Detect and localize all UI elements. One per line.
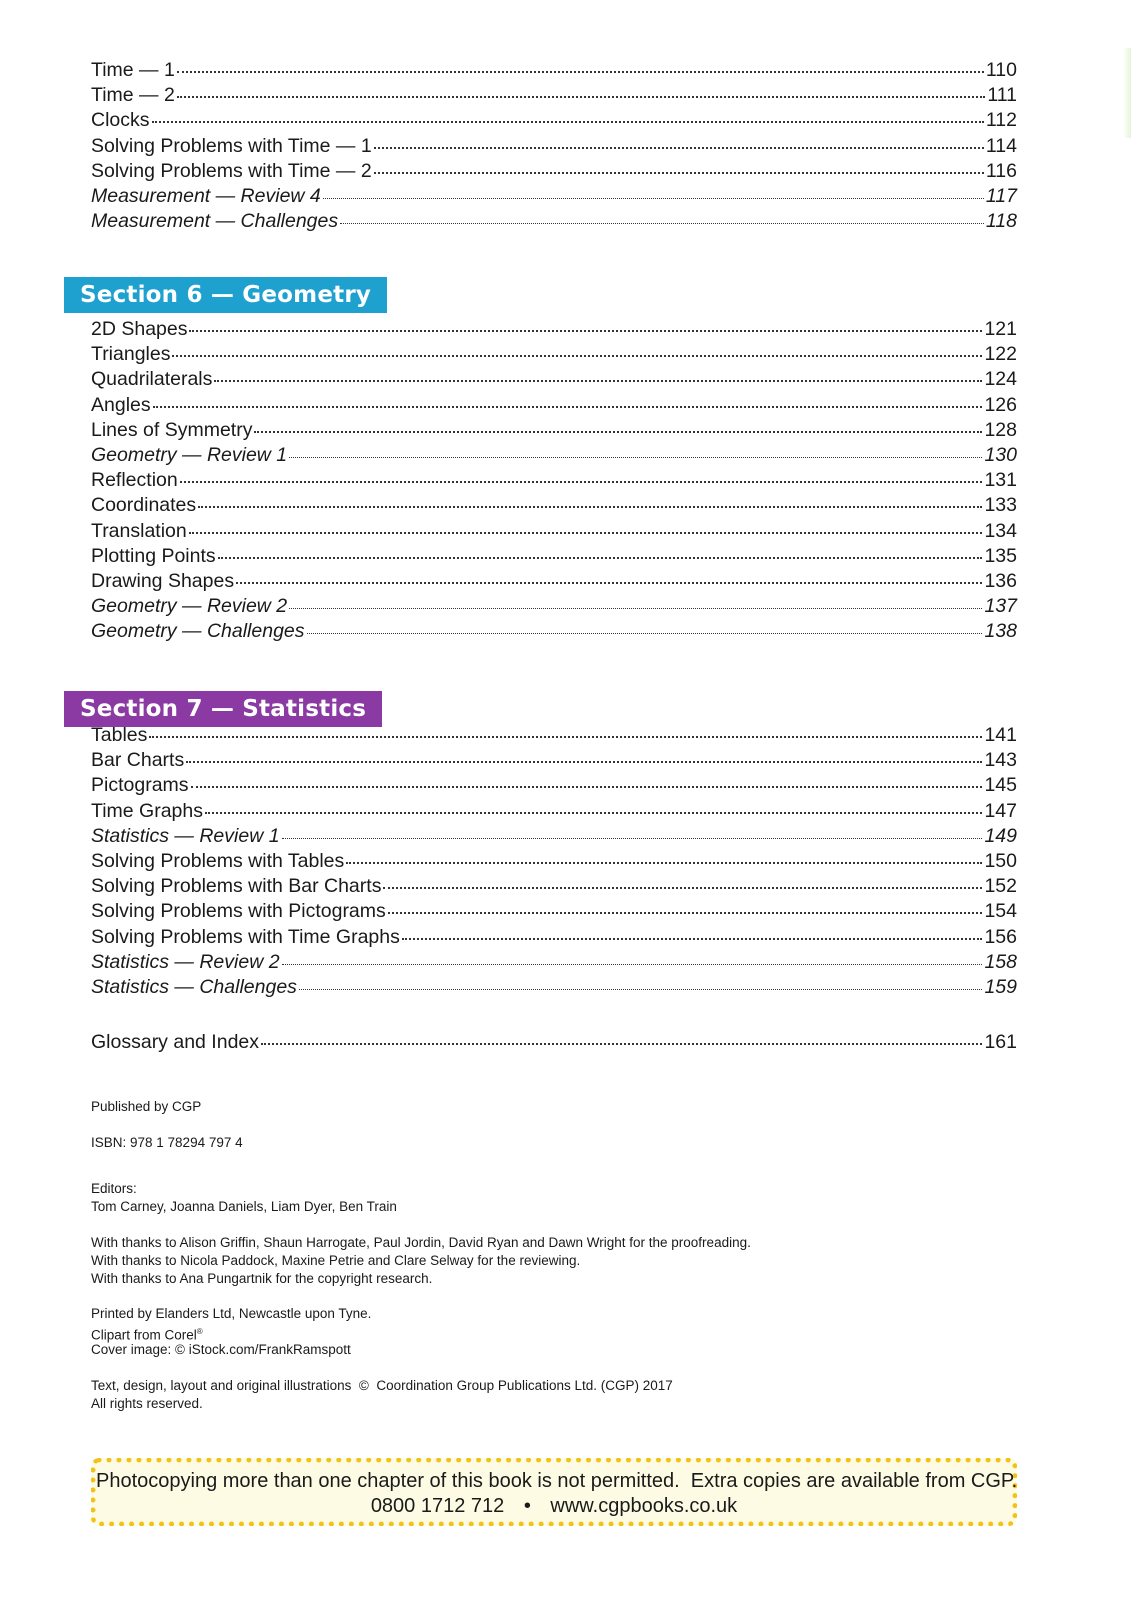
toc-entry[interactable] xyxy=(91,569,1017,594)
toc-entry-title: Statistics — Challenges xyxy=(91,975,297,998)
toc-entry[interactable] xyxy=(91,393,1017,418)
toc-entry[interactable] xyxy=(91,58,1017,83)
dot-leader xyxy=(402,938,983,940)
toc-entry-page: 128 xyxy=(984,418,1017,441)
toc-entry-title: Statistics — Review 2 xyxy=(91,950,280,973)
toc-entry[interactable] xyxy=(91,159,1017,184)
toc-entry-page: 137 xyxy=(984,595,1017,618)
toc-entry[interactable] xyxy=(91,950,1017,975)
dot-leader xyxy=(189,532,983,534)
editors-names: Tom Carney, Joanna Daniels, Liam Dyer, Ben Train xyxy=(91,1199,397,1214)
dot-leader xyxy=(152,121,984,123)
toc-entry-page: 130 xyxy=(984,443,1017,466)
dot-leader xyxy=(282,964,983,965)
toc-entry-title: Solving Problems with Pictograms xyxy=(91,900,386,923)
dot-leader xyxy=(191,786,983,788)
toc-entry[interactable] xyxy=(91,367,1017,392)
toc-entry-title: Lines of Symmetry xyxy=(91,418,253,441)
dot-leader xyxy=(205,812,982,814)
photocopy-notice-box xyxy=(91,1458,1017,1526)
toc-entry-page: 156 xyxy=(984,925,1017,948)
copyright-line: Text, design, layout and original illustrations © Coordination Group Publications Ltd. (CGP) 2017 xyxy=(91,1378,673,1393)
imprint-editors xyxy=(91,1180,397,1216)
dot-leader xyxy=(388,912,983,914)
thanks-copyright: With thanks to Ana Pungartnik for the copyright research. xyxy=(91,1271,433,1286)
toc-entry-page: 145 xyxy=(984,774,1017,797)
dot-leader xyxy=(153,406,983,408)
imprint-thanks xyxy=(91,1234,751,1288)
toc-entry-title: Tables xyxy=(91,724,148,746)
notice-line-1: Photocopying more than one chapter of this book is not permitted. Extra copies are available from CGP. xyxy=(96,1470,1018,1492)
dot-leader xyxy=(218,557,983,559)
dot-leader xyxy=(214,380,982,382)
clipart-credit xyxy=(91,1323,371,1341)
dot-leader xyxy=(383,887,982,889)
toc-entry-title: Geometry — Review 1 xyxy=(91,443,288,466)
toc-entry[interactable] xyxy=(91,134,1017,159)
toc-entry[interactable] xyxy=(91,519,1017,544)
toc-entry-title: Time — 2 xyxy=(91,84,175,107)
dot-leader xyxy=(374,147,984,149)
toc-entry-page: 117 xyxy=(985,184,1017,207)
toc-entry[interactable] xyxy=(91,184,1017,209)
dot-leader xyxy=(180,481,983,483)
toc-entry-page: 159 xyxy=(984,975,1017,998)
toc-entry[interactable] xyxy=(91,748,1017,773)
thanks-reviewing: With thanks to Nicola Paddock, Maxine Petrie and Clare Selway for the reviewing. xyxy=(91,1253,581,1268)
toc-entry-page: 143 xyxy=(984,749,1017,772)
toc-entry-page: 161 xyxy=(984,1031,1017,1053)
toc-entry[interactable] xyxy=(91,544,1017,569)
toc-entry[interactable] xyxy=(91,594,1017,619)
clipart-text: Clipart from Corel xyxy=(91,1327,197,1343)
toc-entry-title: Angles xyxy=(91,393,151,416)
dot-leader xyxy=(307,633,983,634)
toc-entry[interactable] xyxy=(91,108,1017,133)
imprint-copyright xyxy=(91,1377,673,1413)
toc-entry[interactable] xyxy=(91,342,1017,367)
toc-entry-title: Quadrilaterals xyxy=(91,368,213,391)
toc-entry-title: Statistics — Review 1 xyxy=(91,824,280,847)
toc-entry-page: 121 xyxy=(984,318,1017,340)
toc-entry[interactable] xyxy=(91,83,1017,108)
notice-line-2 xyxy=(96,1494,1012,1519)
dot-leader xyxy=(323,198,984,199)
toc-entry-title: Bar Charts xyxy=(91,749,185,772)
toc-entry[interactable] xyxy=(91,874,1017,899)
editors-label: Editors: xyxy=(91,1181,137,1196)
dot-leader xyxy=(289,457,982,458)
toc-entry-page: 112 xyxy=(985,109,1017,132)
toc-entry-title: Time Graphs xyxy=(91,799,203,822)
toc-entry-title: Solving Problems with Bar Charts xyxy=(91,875,382,898)
toc-entry-page: 149 xyxy=(984,824,1017,847)
toc-entry-glossary[interactable] xyxy=(91,1030,1017,1055)
toc-entry-title: Coordinates xyxy=(91,494,197,517)
toc-entry-page: 110 xyxy=(985,59,1017,81)
toc-entry[interactable] xyxy=(91,824,1017,849)
toc-entry[interactable] xyxy=(91,443,1017,468)
toc-entry-title: Time — 1 xyxy=(91,59,175,81)
dot-leader xyxy=(289,608,982,609)
toc-entry-page: 138 xyxy=(984,620,1017,643)
toc-entry-page: 158 xyxy=(984,950,1017,973)
dot-leader xyxy=(236,582,982,584)
page-edge-tab xyxy=(1123,48,1131,138)
dot-leader xyxy=(261,1043,982,1045)
toc-entry[interactable] xyxy=(91,975,1017,1000)
toc-entry-page: 147 xyxy=(984,799,1017,822)
published-by: Published by CGP xyxy=(91,1099,202,1114)
toc-entry-page: 131 xyxy=(984,469,1017,492)
dot-leader xyxy=(177,96,986,98)
toc-entry-title: Reflection xyxy=(91,469,178,492)
toc-entry-title: Solving Problems with Tables xyxy=(91,849,345,872)
toc-entry[interactable] xyxy=(91,773,1017,798)
toc-entry-page: 133 xyxy=(984,494,1017,517)
toc-entry[interactable] xyxy=(91,619,1017,644)
dot-leader xyxy=(186,761,982,763)
dot-leader xyxy=(374,172,984,174)
thanks-proofreading: With thanks to Alison Griffin, Shaun Harrogate, Paul Jordin, David Ryan and Dawn Wright for the proofreading. xyxy=(91,1235,751,1250)
cover-image-credit: Cover image: © iStock.com/FrankRamspott xyxy=(91,1342,351,1357)
dot-leader xyxy=(189,330,982,332)
toc-entry-page: 124 xyxy=(984,368,1017,391)
toc-section-6-geometry xyxy=(91,317,1017,644)
toc-entry-title: Measurement — Challenges xyxy=(91,210,339,233)
toc-entry-title: Clocks xyxy=(91,109,150,132)
toc-entry-title: Triangles xyxy=(91,343,171,366)
printed-by: Printed by Elanders Ltd, Newcastle upon Tyne. xyxy=(91,1306,372,1321)
imprint-isbn xyxy=(91,1134,243,1152)
dot-leader xyxy=(172,355,982,357)
toc-entry-page: 152 xyxy=(984,875,1017,898)
toc-entry-title: Pictograms xyxy=(91,774,189,797)
toc-entry[interactable] xyxy=(91,925,1017,950)
dot-leader xyxy=(282,838,983,839)
toc-entry-page: 135 xyxy=(984,544,1017,567)
toc-entry-title: 2D Shapes xyxy=(91,318,188,340)
toc-entry[interactable] xyxy=(91,799,1017,824)
toc-entry-title: Solving Problems with Time — 2 xyxy=(91,159,372,182)
toc-entry-page: 126 xyxy=(984,393,1017,416)
toc-entry-page: 141 xyxy=(984,724,1017,746)
toc-glossary xyxy=(91,1030,1017,1055)
dot-leader xyxy=(340,223,984,224)
toc-entry-title: Geometry — Review 2 xyxy=(91,595,288,618)
dot-leader xyxy=(177,71,984,73)
toc-entry-page: 122 xyxy=(984,343,1017,366)
dot-leader xyxy=(149,736,982,738)
section-6-heading: Section 6 — Geometry xyxy=(64,277,387,313)
toc-section-7-statistics xyxy=(91,723,1017,1000)
toc-entry[interactable] xyxy=(91,209,1017,234)
toc-entry-page: 154 xyxy=(984,900,1017,923)
toc-entry[interactable] xyxy=(91,317,1017,342)
dot-leader xyxy=(254,431,982,433)
registered-mark: ® xyxy=(196,1327,203,1336)
toc-entry-title: Glossary and Index xyxy=(91,1031,260,1053)
toc-entry-title: Plotting Points xyxy=(91,544,216,567)
bullet-separator: • xyxy=(523,1495,531,1517)
toc-entry[interactable] xyxy=(91,723,1017,748)
toc-entry-title: Measurement — Review 4 xyxy=(91,184,321,207)
dot-leader xyxy=(299,989,983,990)
imprint-printing xyxy=(91,1305,371,1359)
toc-entry-page: 150 xyxy=(984,849,1017,872)
toc-entry[interactable] xyxy=(91,493,1017,518)
toc-entry-title: Solving Problems with Time Graphs xyxy=(91,925,400,948)
toc-entry[interactable] xyxy=(91,468,1017,493)
dot-leader xyxy=(198,506,982,508)
toc-entry-page: 134 xyxy=(984,519,1017,542)
imprint-publisher xyxy=(91,1098,201,1116)
phone-number: 0800 1712 712 xyxy=(370,1495,505,1517)
toc-entry[interactable] xyxy=(91,418,1017,443)
toc-entry-title: Drawing Shapes xyxy=(91,569,235,592)
toc-entry[interactable] xyxy=(91,849,1017,874)
isbn: ISBN: 978 1 78294 797 4 xyxy=(91,1135,243,1150)
dot-leader xyxy=(346,862,982,864)
toc-entry-page: 118 xyxy=(985,210,1017,233)
toc-entry-page: 111 xyxy=(987,84,1017,107)
toc-entry-page: 136 xyxy=(984,569,1017,592)
toc-entry-title: Solving Problems with Time — 1 xyxy=(91,134,372,157)
toc-entry-title: Geometry — Challenges xyxy=(91,620,305,643)
toc-entry[interactable] xyxy=(91,899,1017,924)
toc-entry-title: Translation xyxy=(91,519,187,542)
section-7-heading: Section 7 — Statistics xyxy=(64,691,382,727)
toc-entry-page: 114 xyxy=(985,134,1017,157)
rights-reserved: All rights reserved. xyxy=(91,1396,203,1411)
toc-measurement-continued xyxy=(91,58,1017,234)
toc-entry-page: 116 xyxy=(985,159,1017,182)
website-link[interactable]: www.cgpbooks.co.uk xyxy=(550,1495,738,1517)
